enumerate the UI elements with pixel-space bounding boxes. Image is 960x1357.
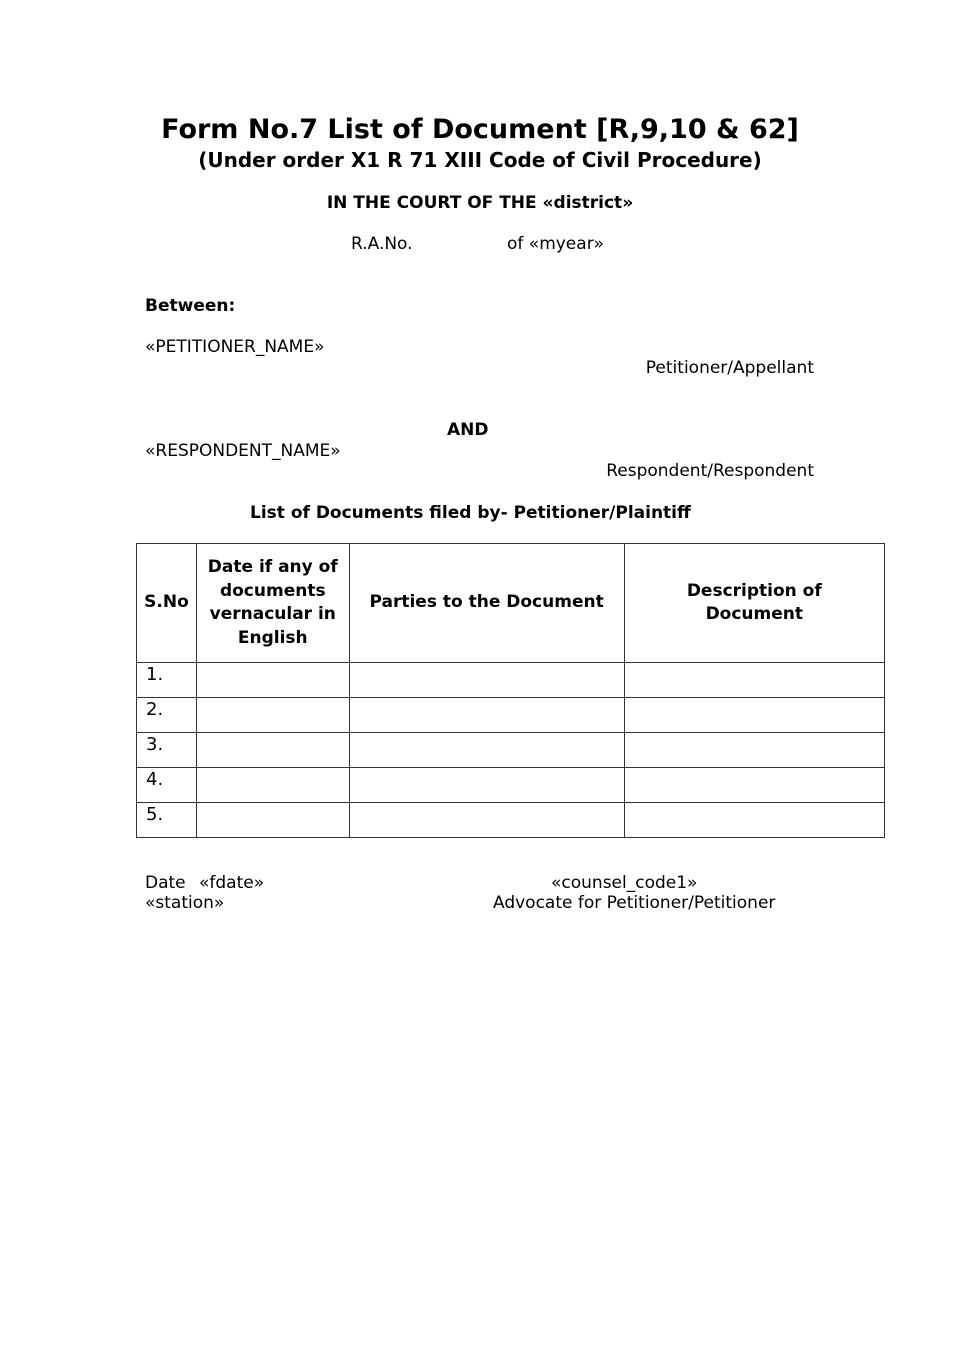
documents-table xyxy=(136,543,885,838)
table-row xyxy=(137,768,885,803)
row-date xyxy=(196,733,349,768)
row-description xyxy=(624,698,884,733)
row-sno: 1. xyxy=(137,663,197,698)
header-date: Date if any of documents vernacular in English xyxy=(196,544,349,663)
date-value: «fdate» xyxy=(199,873,265,893)
row-date xyxy=(196,663,349,698)
advocate-label: Advocate for Petitioner/Petitioner xyxy=(493,893,776,913)
header-description: Description of Document xyxy=(624,544,884,663)
respondent-role: Respondent/Respondent xyxy=(606,461,814,481)
row-date xyxy=(196,803,349,838)
table-row xyxy=(137,803,885,838)
between-label: Between: xyxy=(145,296,236,316)
row-parties xyxy=(349,663,624,698)
table-row xyxy=(137,698,885,733)
row-sno: 3. xyxy=(137,733,197,768)
row-date xyxy=(196,698,349,733)
year-field: of «myear» xyxy=(507,234,605,254)
row-sno: 2. xyxy=(137,698,197,733)
petitioner-role: Petitioner/Appellant xyxy=(645,358,814,378)
row-description xyxy=(624,803,884,838)
station-field: «station» xyxy=(145,893,225,913)
row-description xyxy=(624,768,884,803)
petitioner-name: «PETITIONER_NAME» xyxy=(145,337,325,357)
table-row xyxy=(137,733,885,768)
counsel-code: «counsel_code1» xyxy=(551,873,698,893)
row-description xyxy=(624,663,884,698)
ra-no-label: R.A.No. xyxy=(351,234,413,254)
row-description xyxy=(624,733,884,768)
header-sno: S.No xyxy=(137,544,197,663)
table-header-row xyxy=(137,544,885,663)
list-heading: List of Documents filed by- Petitioner/Plaintiff xyxy=(250,503,691,523)
respondent-name: «RESPONDENT_NAME» xyxy=(145,441,341,461)
header-parties: Parties to the Document xyxy=(349,544,624,663)
court-heading: IN THE COURT OF THE «district» xyxy=(326,193,634,213)
row-date xyxy=(196,768,349,803)
row-sno: 5. xyxy=(137,803,197,838)
table-row xyxy=(137,663,885,698)
row-parties xyxy=(349,698,624,733)
row-parties xyxy=(349,733,624,768)
row-sno: 4. xyxy=(137,768,197,803)
row-parties xyxy=(349,803,624,838)
form-title: Form No.7 List of Document [R,9,10 & 62] xyxy=(161,114,799,145)
and-label: AND xyxy=(447,420,489,440)
date-label: Date xyxy=(145,873,186,893)
row-parties xyxy=(349,768,624,803)
form-subtitle: (Under order X1 R 71 XIII Code of Civil Procedure) xyxy=(198,148,762,172)
